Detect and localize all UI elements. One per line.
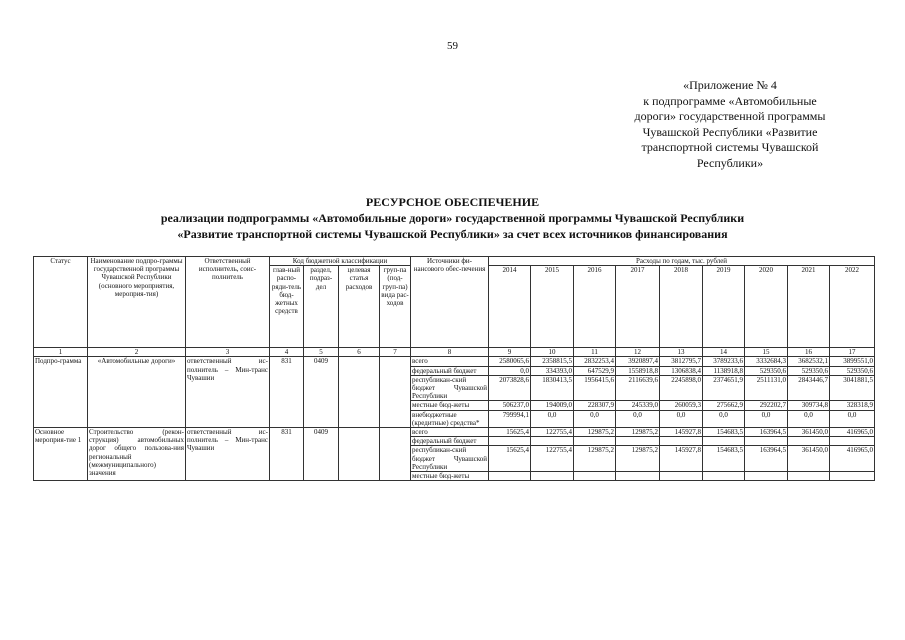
cell-value: 309734,8 [788, 401, 830, 410]
cell-value [788, 437, 830, 446]
header-glav: глав-ный распо-ряди-тель бюд-жетных средств [270, 266, 304, 348]
cell-value [660, 472, 703, 481]
cell-value [830, 437, 875, 446]
cell-value: 0,0 [616, 410, 660, 427]
cell-value: 145927,8 [660, 446, 703, 472]
cell-value: 3041881,5 [830, 375, 875, 401]
cell-value: 163964,5 [745, 428, 788, 437]
appendix-line-2: к подпрограмме «Автомобильные [643, 93, 817, 108]
cell-value: 245339,0 [616, 401, 660, 410]
row-name: «Автомобильные дороги» [88, 357, 186, 428]
header-expenses-group: Расходы по годам, тыс. рублей [489, 257, 875, 266]
appendix-caption [600, 78, 860, 171]
appendix-line-1: «Приложение № 4 [683, 78, 777, 92]
cell-value: 3332684,3 [745, 357, 788, 366]
cell-value: 15625,4 [489, 428, 531, 437]
header-year: 2016 [574, 266, 616, 348]
cell-value: 2116639,6 [616, 375, 660, 401]
header-year: 2014 [489, 266, 531, 348]
cell-value: 3812795,7 [660, 357, 703, 366]
row-status: Подпро-грамма [34, 357, 88, 428]
cell-value: 0,0 [830, 410, 875, 427]
table-row [34, 428, 875, 437]
cell-value: 361450,0 [788, 446, 830, 472]
header-year: 2021 [788, 266, 830, 348]
cell-value: 154683,5 [703, 428, 745, 437]
cell-value: 3920897,4 [616, 357, 660, 366]
header-group: груп-па (под-груп-па) вида рас-ходов [380, 266, 411, 348]
cell-value [703, 437, 745, 446]
row-razdel: 0409 [304, 428, 339, 481]
row-razdel: 0409 [304, 357, 339, 428]
cell-value [830, 472, 875, 481]
row-source: всего [411, 428, 489, 437]
cell-value: 292202,7 [745, 401, 788, 410]
row-glav: 831 [270, 357, 304, 428]
header-responsible: Ответственный исполнитель, соис-полнитель [186, 257, 270, 348]
row-source: республикан-ский бюджет Чувашской Республики [412, 375, 488, 401]
cell-value: 2374651,9 [703, 375, 745, 401]
cell-value: 2073828,6 [489, 375, 531, 401]
header-year: 2022 [830, 266, 875, 348]
page-number: 59 [447, 40, 458, 52]
cell-value: 129875,2 [616, 446, 660, 472]
cell-value: 154683,5 [703, 446, 745, 472]
cell-value: 1306838,4 [660, 366, 703, 375]
cell-value: 0,0 [489, 366, 531, 375]
cell-value [574, 437, 616, 446]
row-target [339, 428, 380, 481]
row-source: внебюджетные (кредитные) средства* [411, 410, 489, 427]
cell-value: 2245898,0 [660, 375, 703, 401]
cell-value: 334393,0 [531, 366, 574, 375]
cell-value [489, 437, 531, 446]
row-glav: 831 [270, 428, 304, 481]
col-number: 16 [788, 348, 830, 357]
cell-value: 416965,0 [830, 428, 875, 437]
cell-value: 0,0 [531, 410, 574, 427]
column-number-row [34, 348, 875, 357]
cell-value: 2358815,5 [531, 357, 574, 366]
col-number: 11 [574, 348, 616, 357]
col-number: 2 [88, 348, 186, 357]
cell-value: 2511131,0 [745, 375, 788, 401]
row-source: местные бюд-жеты [411, 472, 489, 481]
row-responsible: ответственный ис-полнитель – Мин-транс Чувашии [186, 428, 270, 481]
col-number: 7 [380, 348, 411, 357]
cell-value: 228307,9 [574, 401, 616, 410]
header-razdel: раздел, подраз-дел [304, 266, 339, 348]
cell-value: 122755,4 [531, 428, 574, 437]
header-year: 2017 [616, 266, 660, 348]
col-number: 15 [745, 348, 788, 357]
row-source: всего [411, 357, 489, 366]
cell-value: 3899551,0 [830, 357, 875, 366]
cell-value: 529350,6 [830, 366, 875, 375]
header-target: целевая статья расходов [339, 266, 380, 348]
cell-value: 275662,9 [703, 401, 745, 410]
cell-value: 361450,0 [788, 428, 830, 437]
cell-value: 647529,9 [574, 366, 616, 375]
cell-value: 1558918,8 [616, 366, 660, 375]
cell-value: 506237,0 [489, 401, 531, 410]
col-number: 1 [34, 348, 88, 357]
cell-value: 129875,2 [616, 428, 660, 437]
cell-value: 328318,9 [830, 401, 875, 410]
cell-value: 145927,8 [660, 428, 703, 437]
cell-value: 0,0 [745, 410, 788, 427]
cell-value [574, 472, 616, 481]
cell-value [489, 472, 531, 481]
cell-value: 3789233,6 [703, 357, 745, 366]
title-line-1: РЕСУРСНОЕ ОБЕСПЕЧЕНИЕ [365, 195, 540, 209]
header-row-1 [34, 257, 875, 266]
cell-value: 2843446,7 [788, 375, 830, 401]
cell-value: 194009,0 [531, 401, 574, 410]
row-source: республикан-ский бюджет Чувашской Республики [412, 446, 488, 471]
cell-value: 0,0 [788, 410, 830, 427]
appendix-line-6: Республики» [696, 155, 764, 170]
cell-value [616, 437, 660, 446]
row-group [380, 428, 411, 481]
header-year: 2020 [745, 266, 788, 348]
col-number: 5 [304, 348, 339, 357]
row-name: Строительство (рекон-струкция) автомобильных дорог общего пользова-ния региональный (межмуниципального) значения [88, 428, 186, 481]
row-group [380, 357, 411, 428]
title-line-3: «Развитие транспортной системы Чувашской Республики» за счет всех источников финансирования [177, 227, 728, 241]
col-number: 17 [830, 348, 875, 357]
header-year: 2018 [660, 266, 703, 348]
col-number: 10 [531, 348, 574, 357]
cell-value: 2832253,4 [574, 357, 616, 366]
cell-value: 1138918,8 [703, 366, 745, 375]
cell-value [616, 472, 660, 481]
col-number: 3 [186, 348, 270, 357]
col-number: 9 [489, 348, 531, 357]
col-number: 13 [660, 348, 703, 357]
cell-value: 129875,2 [574, 446, 616, 472]
cell-value: 529350,6 [788, 366, 830, 375]
cell-value: 15625,4 [489, 446, 531, 472]
header-year: 2019 [703, 266, 745, 348]
row-source: местные бюд-жеты [411, 401, 489, 410]
cell-value [531, 472, 574, 481]
header-year: 2015 [531, 266, 574, 348]
cell-value [660, 437, 703, 446]
col-number: 4 [270, 348, 304, 357]
cell-value: 163964,5 [745, 446, 788, 472]
header-status: Статус [34, 257, 88, 348]
header-source: Источники фи-нансового обес-печения [411, 257, 489, 348]
cell-value [531, 437, 574, 446]
cell-value: 122755,4 [531, 446, 574, 472]
row-target [339, 357, 380, 428]
row-status: Основное мероприя-тие 1 [34, 428, 88, 481]
cell-value: 0,0 [660, 410, 703, 427]
cell-value: 260059,3 [660, 401, 703, 410]
cell-value: 3682532,1 [788, 357, 830, 366]
header-name: Наименование подпро-граммы государственной программы Чувашской Республики (основного мероприятия, мероприя-тия) [88, 257, 186, 348]
cell-value [788, 472, 830, 481]
cell-value [745, 437, 788, 446]
cell-value: 2580065,6 [489, 357, 531, 366]
cell-value: 0,0 [574, 410, 616, 427]
cell-value: 0,0 [703, 410, 745, 427]
row-responsible: ответственный ис-полнитель – Мин-транс Чувашии [186, 357, 270, 428]
row-source: федеральный бюджет [411, 437, 489, 446]
table-row [34, 357, 875, 366]
appendix-line-5: транспортной системы Чувашской [641, 140, 819, 154]
appendix-line-3: дороги» государственной программы [634, 109, 826, 123]
cell-value [703, 472, 745, 481]
title-line-2: реализации подпрограммы «Автомобильные дороги» государственной программы Чувашской Республики [160, 211, 745, 225]
cell-value: 1956415,6 [574, 375, 616, 401]
cell-value: 1830413,5 [531, 375, 574, 401]
col-number: 6 [339, 348, 380, 357]
row-source: федеральный бюджет [411, 366, 489, 375]
cell-value: 416965,0 [830, 446, 875, 472]
col-number: 14 [703, 348, 745, 357]
document-title [0, 194, 905, 242]
cell-value: 799994,1 [489, 410, 531, 427]
col-number: 12 [616, 348, 660, 357]
cell-value: 529350,6 [745, 366, 788, 375]
cell-value: 129875,2 [574, 428, 616, 437]
cell-value [745, 472, 788, 481]
appendix-line-4: Чувашской Республики «Развитие [642, 124, 818, 139]
header-code-group: Код бюджетной классификации [270, 257, 411, 266]
col-number: 8 [411, 348, 489, 357]
resource-table [33, 256, 875, 481]
